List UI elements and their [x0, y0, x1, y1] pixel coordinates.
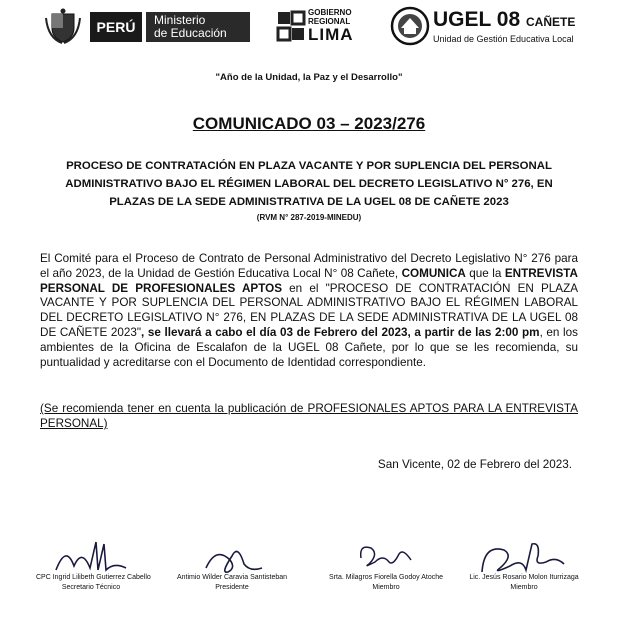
body-part3: en el "PROCESO DE CONTRATACIÓN EN PLAZA VACANTE Y POR SUPLENCIA DEL PERSONAL ADMINISTRATIVO BAJO EL RÉGIMEN LABORAL DEL DECRETO LEGISLATIVO N° 276, EN PLAZAS DE LA SEDE ADMINISTRATIVA DE LA UGEL 08 DE CAÑETE 2023" [40, 281, 579, 339]
signatory-1-name: CPC Ingrid Lilibeth Gutierrez Cabello [36, 574, 151, 581]
subtitle-line3: PLAZAS DE LA SEDE ADMINISTRATIVA DE LA UGEL 08 DE CAÑETE 2023 [109, 196, 509, 208]
document-subtitle [50, 157, 568, 211]
signature-3 [355, 538, 415, 572]
gobierno-regional-icon [276, 10, 306, 42]
signatory-4-role: Miembro [510, 584, 538, 591]
year-motto: "Año de la Unidad, la Paz y el Desarrollo" [215, 72, 403, 83]
header-logos [40, 6, 580, 48]
body-part4: , en los ambientes de la Oficina de Escalafon de la UGEL 08 Cañete, por lo que se les recomienda, su puntualidad y acreditarse con el Documento de Identidad correspondiente. [40, 325, 578, 369]
signatory-3-name: Srta. Milagros Fiorella Godoy Atoche [329, 574, 443, 581]
signature-2 [198, 538, 268, 576]
document-title [0, 114, 618, 134]
subtitle-line1: PROCESO DE CONTRATACIÓN EN PLAZA VACANTE Y POR SUPLENCIA DEL PERSONAL [66, 160, 552, 172]
body-paragraph [40, 252, 578, 370]
signature-4-scribble [474, 538, 570, 578]
signatory-1-role: Secretario Técnico [61, 584, 121, 591]
gore-line2: REGIONAL [308, 17, 351, 26]
signature-1 [52, 538, 132, 576]
ugel-place: CAÑETE [526, 15, 576, 29]
gore-line1: GOBIERNO [308, 8, 352, 17]
ministry-line1: Ministerio [154, 13, 206, 27]
body-bold2: ENTREVISTA PERSONAL DE PROFESIONALES APTOS [40, 266, 578, 295]
signatory-2-name: Antimio Wilder Caravia Santisteban [176, 574, 288, 581]
body-bold1: COMUNICA [401, 266, 466, 280]
body-part2: que la [465, 266, 505, 280]
signature-2-scribble [198, 538, 268, 576]
recommendation-note: (Se recomienda tener en cuenta la publicación de PROFESIONALES APTOS PARA LA ENTREVISTA PERSONAL) [40, 402, 578, 430]
signature-4 [474, 538, 570, 578]
ministry-label [146, 12, 250, 42]
body-part1: El Comité para el Proceso de Contrato de Personal Administrativo del Decreto Legislativo N° 276 para el año 2023, de la Unidad de Gestión Educativa Local N° 08 Cañete, [40, 252, 578, 280]
rvm-reference: (RVM N° 287-2019-MINEDU) [256, 213, 362, 222]
peru-label: PERÚ [90, 12, 142, 42]
signatory-4-name: Lic. Jesús Rosario Molon Iturrizaga [469, 574, 579, 581]
gobierno-regional-label [308, 8, 368, 43]
peru-coat-of-arms-icon [44, 8, 82, 44]
signatory-2-role: Presidente [215, 584, 249, 591]
ugel-seal-icon [390, 6, 430, 46]
signatory-3-role: Miembro [372, 584, 400, 591]
gore-line3: LIMA [308, 25, 354, 44]
body-bold3: , se llevará a cabo el día 03 de Febrero del 2023, a partir de las 2:00 pm [141, 325, 540, 339]
signature-1-scribble [52, 538, 132, 576]
document-title-text: COMUNICADO 03 – 2023/276 [192, 114, 426, 133]
date-line: San Vicente, 02 de Febrero del 2023. [377, 458, 572, 471]
ministry-line2: de Educación [154, 26, 227, 40]
ugel-title [433, 8, 575, 32]
signature-3-scribble [355, 538, 415, 572]
subtitle-line2: ADMINISTRATIVO BAJO EL RÉGIMEN LABORAL DEL DECRETO LEGISLATIVO N° 276, EN [65, 178, 553, 190]
ugel-subtitle: Unidad de Gestión Educativa Local [433, 34, 574, 44]
ugel-name: UGEL 08 [433, 8, 521, 31]
